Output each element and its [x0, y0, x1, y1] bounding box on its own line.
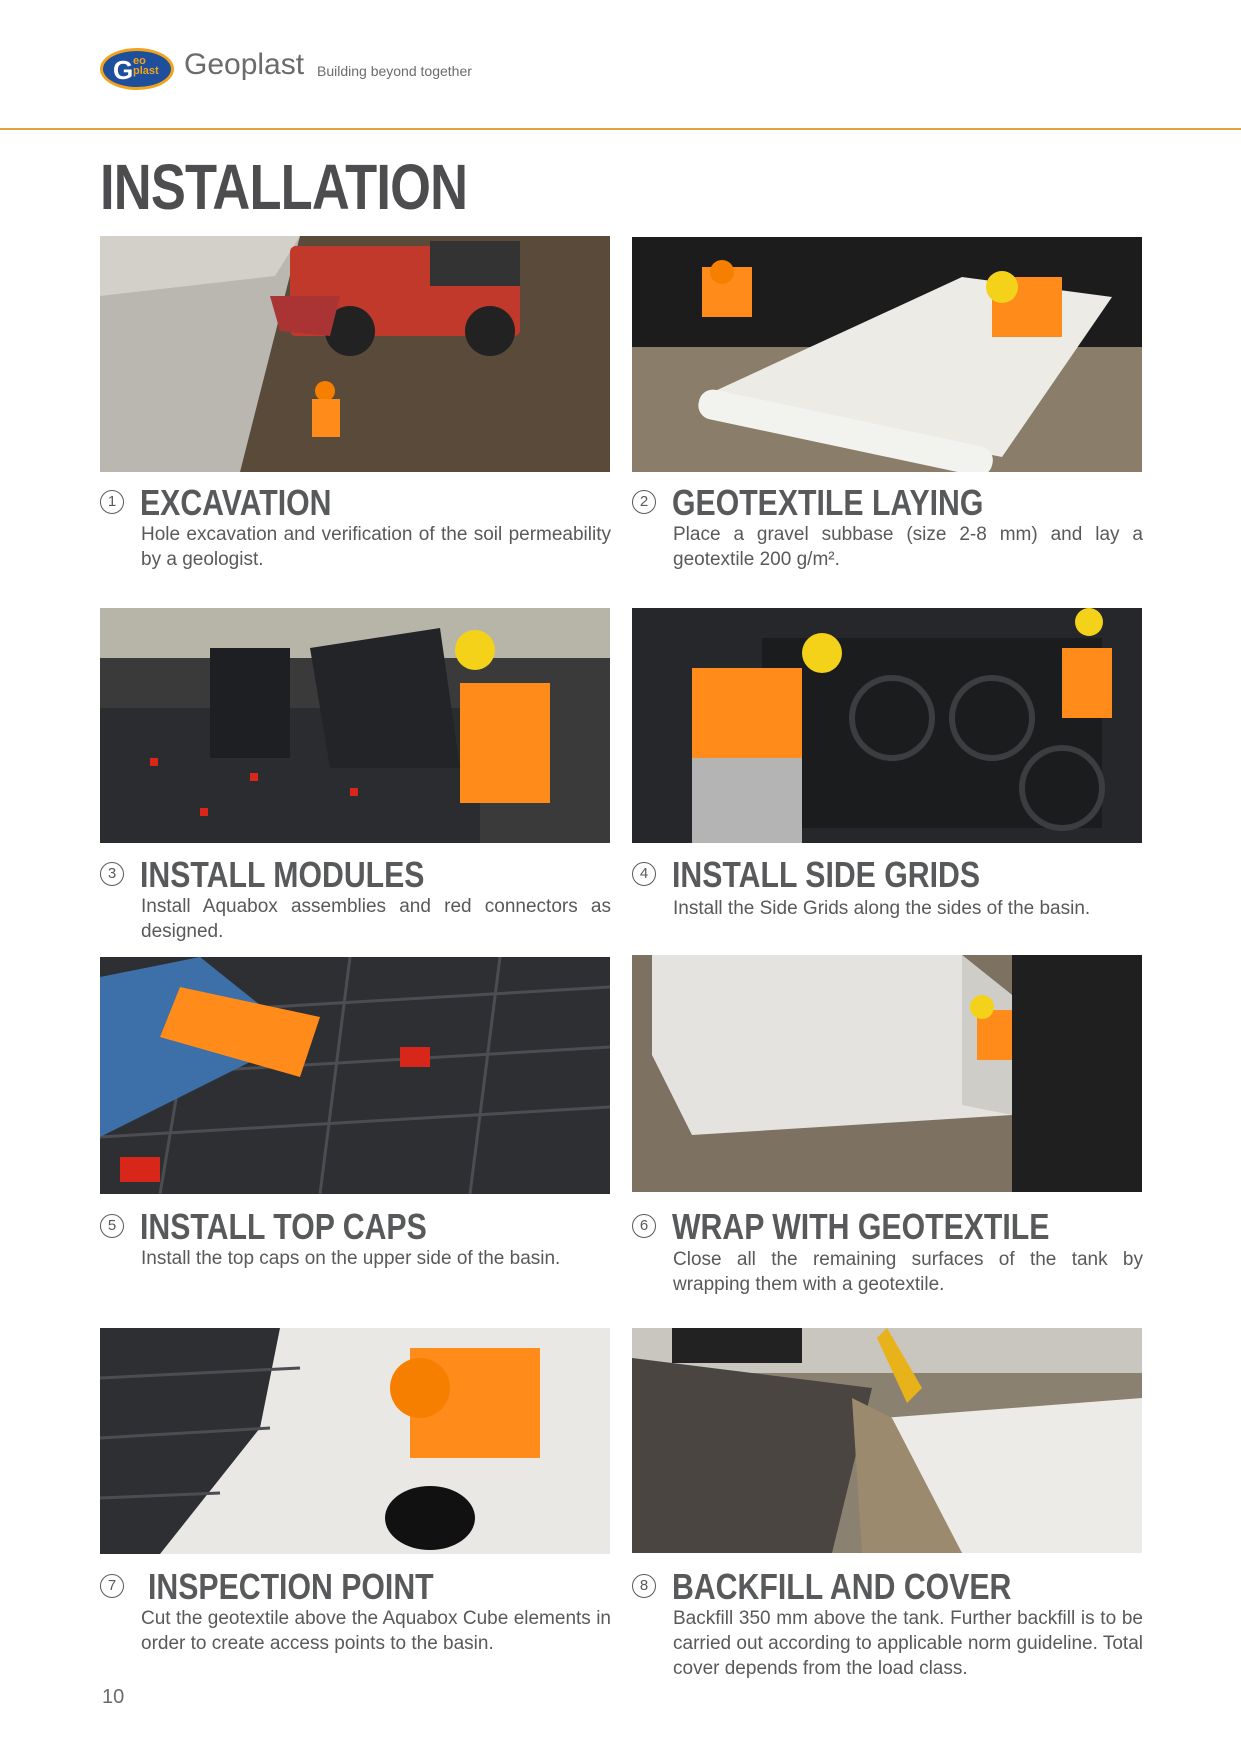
geotextile-laying-photo — [632, 237, 1142, 472]
step-title: INSTALL SIDE GRIDS — [672, 854, 981, 895]
logo-letter: G — [113, 55, 134, 85]
step-description: Backfill 350 mm above the tank. Further backfill is to be carried out according to applicable norm guideline. Total cover depends from the load class. — [673, 1608, 1143, 1679]
step-description: Hole excavation and verification of the soil permeability by a geologist. — [141, 524, 611, 570]
step-description: Install the Side Grids along the sides of the basin. — [673, 898, 1091, 919]
step-number: 3 — [100, 862, 124, 886]
excavation-photo — [100, 236, 610, 472]
step-description: Place a gravel subbase (size 2-8 mm) and lay a geotextile 200 g/m². — [673, 524, 1143, 570]
brand-name: Geoplast — [184, 48, 305, 81]
step-title: INSPECTION POINT — [148, 1566, 434, 1607]
step-number: 4 — [632, 862, 656, 886]
page-title: INSTALLATION — [100, 151, 468, 223]
inspection-point-photo — [100, 1328, 610, 1554]
step-title: INSTALL TOP CAPS — [140, 1206, 427, 1247]
backfill-cover-photo — [632, 1328, 1142, 1553]
step-description: Install Aquabox assemblies and red connectors as designed. — [141, 896, 611, 942]
logo-sub: eo plast — [133, 55, 159, 77]
step-number: 2 — [632, 490, 656, 514]
install-top-caps-photo — [100, 957, 610, 1194]
step-number: 1 — [100, 490, 124, 514]
step-title: WRAP WITH GEOTEXTILE — [672, 1206, 1050, 1247]
brand-tagline: Building beyond together — [317, 63, 472, 79]
step-number: 8 — [632, 1574, 656, 1598]
step-number: 7 — [100, 1574, 124, 1598]
step-title: BACKFILL AND COVER — [672, 1566, 1012, 1607]
page-header — [0, 0, 1241, 130]
geoplast-logo — [100, 48, 174, 90]
step-title: EXCAVATION — [140, 482, 332, 523]
wrap-geotextile-photo — [632, 955, 1142, 1192]
step-title: INSTALL MODULES — [140, 854, 425, 895]
install-side-grids-photo — [632, 608, 1142, 843]
install-modules-photo — [100, 608, 610, 843]
page-number: 10 — [102, 1686, 125, 1708]
step-description: Cut the geotextile above the Aquabox Cube elements in order to create access points to the basin. — [141, 1608, 611, 1654]
step-description: Install the top caps on the upper side of the basin. — [141, 1248, 561, 1269]
step-description: Close all the remaining surfaces of the tank by wrapping them with a geotextile. — [673, 1249, 1143, 1295]
step-number: 6 — [632, 1214, 656, 1238]
step-title: GEOTEXTILE LAYING — [672, 482, 984, 523]
step-number: 5 — [100, 1214, 124, 1238]
